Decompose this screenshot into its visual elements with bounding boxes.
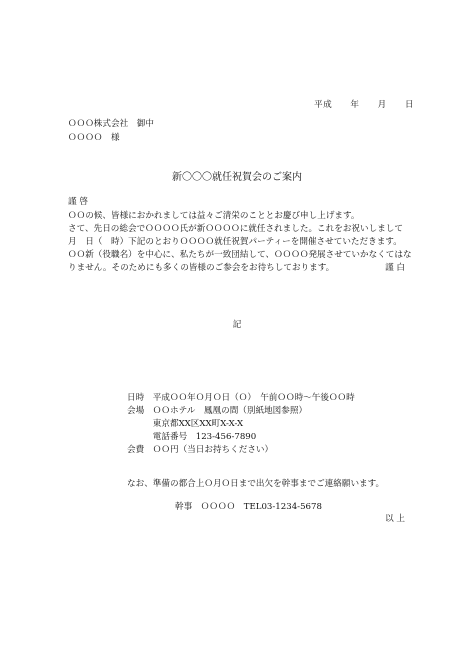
salutation: 謹 啓 [68, 197, 88, 207]
recipient-person: ＯＯＯＯ 様 [68, 133, 120, 143]
detail-address: 東京都XX区XX町X-X-X [127, 419, 244, 429]
document-title: 新〇〇〇就任祝賀会のご案内 [172, 172, 302, 183]
body-line: ＯＯの候、皆様におかれましては益々ご清栄のこととお慶び申し上げます。 [68, 211, 360, 221]
detail-datetime: 日時 平成ＯＯ年Ｏ月Ｏ日（Ｏ） 午前ＯＯ時～午後ＯＯ時 [127, 393, 355, 403]
body-line: りません。そのためにも多くの皆様のご参会をお待ちしております。 [68, 263, 335, 273]
body-line: ＯＯ新（役職名）を中心に、私たちが一致団結して、ＯＯＯＯ発展させていかなくてはな [68, 250, 412, 260]
end-mark: 以 上 [385, 514, 405, 524]
body-line: 月 日（ 時）下記のとおりＯＯＯＯ就任祝賀パーティーを開催させていただきます。 [68, 237, 402, 247]
ki-heading: 記 [232, 320, 242, 330]
recipient-company: ＯＯＯ株式会社 御中 [68, 119, 154, 129]
rsvp-note: なお、準備の都合上Ｏ月Ｏ日まで出欠を幹事までご連絡願います。 [127, 479, 385, 489]
detail-venue: 会場 ＯＯホテル 鳳凰の間（別紙地図参照） [127, 406, 308, 416]
closing-mark: 謹 白 [385, 263, 405, 273]
document-date: 平成 年 月 日 [314, 100, 415, 110]
body-line: さて、先日の総会でＯＯＯＯ氏が新ＯＯＯＯに就任されました。これをお祝いしまして [68, 224, 403, 234]
detail-fee: 会費 ＯＯ円（当日お持ちください） [127, 445, 274, 455]
detail-phone: 電話番号 123-456-7890 [127, 432, 257, 442]
event-details [127, 393, 355, 458]
organizer-contact: 幹事 ＯＯＯＯ TEL03-1234-5678 [175, 502, 322, 512]
